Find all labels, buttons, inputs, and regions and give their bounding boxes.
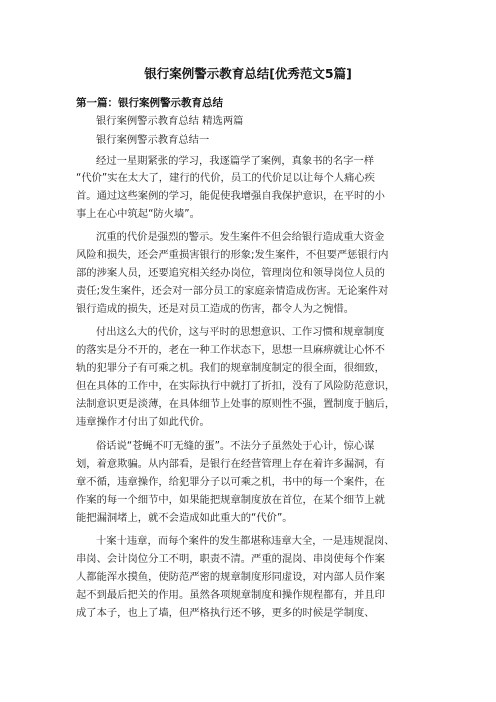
body-line: 的落实是分不开的，老在一种工作状态下，思想一旦麻痹就让心怀不 [76, 344, 385, 356]
body-line: 划，着意欺骗。从内部看，是银行在经营管理上存在着许多漏洞，有 [76, 458, 385, 470]
body-line: 经过一星期紧张的学习，我逐篇学了案例，真象书的名字一样 [96, 155, 375, 167]
body-line: 俗话说“苍蝇不叮无缝的蛋”。不法分子虽然处于心计，惊心谋 [96, 440, 375, 452]
body-line: 银行案例警示教育总结 精选两篇 [96, 115, 244, 127]
body-line: 风险和损失，还会严重损害银行的形象;发生案件，不但要严惩银行内 [76, 249, 389, 261]
body-line: 章不循，违章操作，给犯罪分子以可乘之机，书中的每一个案件，在 [76, 476, 385, 488]
body-line: 人都能浑水摸鱼，使防范严密的规章制度形同虚设，对内部人员作案 [76, 571, 385, 583]
body-line: 成了本子，也上了墙，但严格执行还不够，更多的时候是学制度、 [76, 607, 375, 619]
body-line: 串岗、会计岗位分工不明，职责不清。严重的混岗、串岗使每个作案 [76, 553, 385, 565]
body-line: 十案十违章，而每个案件的发生都堪称违章大全，一是违规混岗、 [96, 535, 395, 547]
body-line: “代价”实在太大了，建行的代价，员工的代价足以让每个人痛心疾 [76, 172, 375, 184]
body-line: 起不到最后把关的作用。虽然各项规章制度和操作规程都有，并且印 [76, 589, 385, 601]
body-line: 事上在心中筑起“防火墙”。 [76, 208, 200, 220]
body-line: 法制意识更是淡薄，在具体细节上处事的原则性不强，置制度于脑后， [76, 398, 396, 410]
body-line: 作案的每一个细节中，如果能把规章制度放在首位，在某个细节上就 [76, 494, 385, 506]
body-line: 首。通过这些案例的学习，能促使我增强自我保护意识，在平时的小 [76, 190, 385, 202]
body-line: 轨的犯罪分子有可乘之机。我们的规章制度制定的很全面，很细致， [76, 362, 385, 374]
body-line: 能把漏洞堵上，就不会造成如此重大的“代价”。 [76, 512, 293, 524]
body-line: 银行案例警示教育总结一 [96, 134, 210, 146]
body-line: 沉重的代价是强烈的警示。发生案件不但会给银行造成重大资金 [96, 231, 385, 243]
body-line: 银行造成的损失，还是对员工造成的伤害，都令人为之惋惜。 [76, 303, 355, 315]
body-line: 部的涉案人员，还要追究相关经办岗位，管理岗位和领导岗位人员的 [76, 267, 385, 279]
document-title: 银行案例警示教育总结[优秀范文5篇] [144, 66, 352, 81]
body-line: 但在具体的工作中，在实际执行中就打了折扣，没有了风险防范意识， [76, 380, 396, 392]
body-line: 付出这么大的代价，这与平时的思想意识、工作习惯和规章制度 [96, 326, 385, 338]
body-line: 违章操作才付出了如此代价。 [76, 416, 210, 428]
section-heading: 第一篇：银行案例警示教育总结 [76, 97, 223, 109]
body-line: 责任;发生案件，还会对一部分员工的家庭亲情造成伤害。无论案件对 [76, 285, 389, 297]
